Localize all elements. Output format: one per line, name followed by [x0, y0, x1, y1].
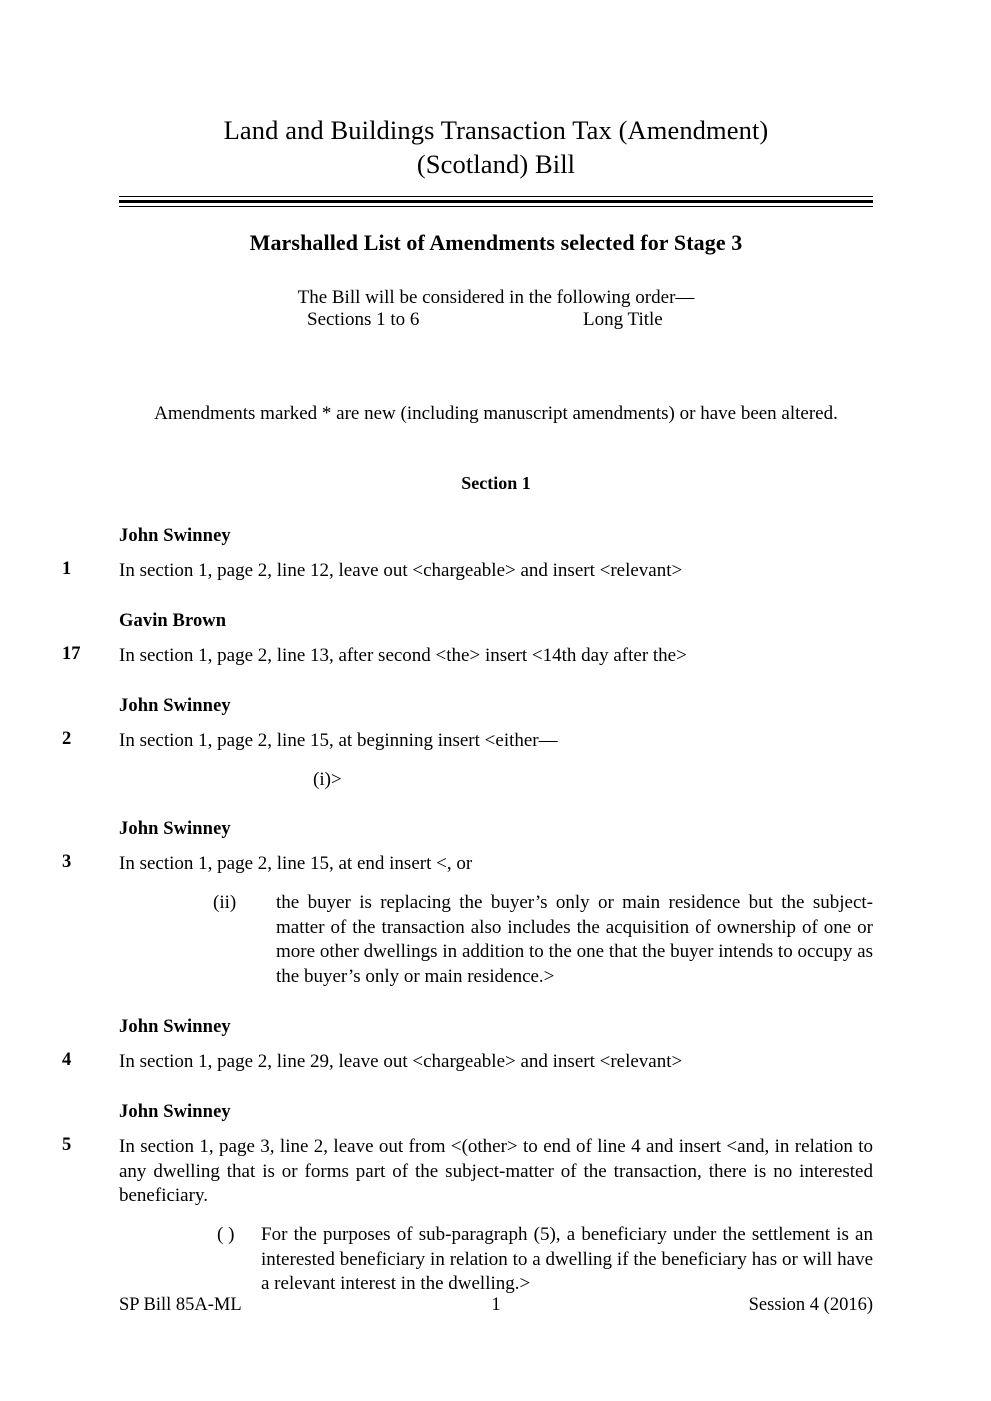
amendment-text: In section 1, page 2, line 15, at beginning insert <either—	[119, 729, 558, 751]
page-title-line-2: (Scotland) Bill	[416, 149, 576, 180]
order-items-row	[119, 309, 873, 360]
divider-line-bottom	[119, 206, 873, 208]
amendment-block	[62, 610, 873, 669]
amendment-subparagraph	[119, 891, 873, 990]
footer-bill-reference: SP Bill 85A-ML	[119, 1295, 242, 1315]
footer-page-number: 1	[491, 1295, 501, 1315]
page-title	[119, 0, 873, 182]
amendment-member-name: John Swinney	[119, 695, 231, 716]
order-note: The Bill will be considered in the following order—	[297, 286, 695, 308]
amendment-member-name: John Swinney	[119, 1101, 231, 1122]
amendment-member-name: John Swinney	[119, 819, 231, 840]
amendment-number: 1	[62, 559, 72, 580]
amendment-body	[62, 1134, 873, 1209]
amendment-text: In section 1, page 3, line 2, leave out from <(other> to end of line 4 and insert <and, in relation to any dwelling that is or forms part of the subject-matter of the transaction, there is no interested beneficiary.	[119, 1135, 873, 1207]
amendment-text: In section 1, page 2, line 12, leave out <chargeable> and insert <relevant>	[119, 560, 683, 582]
header-divider-rule	[119, 196, 873, 208]
amendment-block	[62, 1016, 873, 1075]
amendment-block	[62, 525, 873, 584]
amendment-body	[62, 643, 873, 669]
amendment-number: 3	[62, 852, 72, 873]
amendment-member-name: Gavin Brown	[119, 610, 227, 631]
subparagraph-text: the buyer is replacing the buyer’s only or main residence but the subject-matter of the transaction also includes the acquisition of ownership of one or more other dwellings in addition to the one that the buyer intends to occupy as the buyer’s only or main residence.>	[276, 892, 873, 988]
asterisk-note: Amendments marked * are new (including manuscript amendments) or have been altered.	[154, 402, 838, 424]
footer-session: Session 4 (2016)	[748, 1295, 873, 1315]
amendment-member-name: John Swinney	[119, 525, 231, 546]
order-item-sections: Sections 1 to 6	[307, 308, 420, 330]
amendment-subparagraph	[119, 1223, 873, 1297]
amendment-text: In section 1, page 2, line 29, leave out <chargeable> and insert <relevant>	[119, 1051, 683, 1072]
document-subtitle: Marshalled List of Amendments selected for Stage 3	[249, 229, 743, 255]
page-content-column	[62, 0, 873, 1297]
amendment-subparagraph	[119, 768, 873, 793]
amendment-body	[62, 559, 873, 584]
divider-line-top	[119, 196, 873, 198]
subparagraph-text: For the purposes of sub-paragraph (5), a beneficiary under the settlement is an interested beneficiary in relation to a dwelling if the beneficiary has or will have a relevant interest in the dwelling.>	[261, 1223, 873, 1295]
amendment-number: 17	[62, 643, 81, 664]
amendment-body	[62, 852, 873, 877]
page-title-line-1: Land and Buildings Transaction Tax (Amendment)	[223, 115, 769, 145]
section-heading: Section 1	[461, 472, 531, 493]
amendment-block	[62, 818, 873, 990]
amendment-number: 4	[62, 1050, 72, 1070]
amendment-block	[62, 1101, 873, 1297]
amendment-member-name: John Swinney	[119, 1016, 231, 1037]
page-footer	[119, 1295, 873, 1319]
amendment-body	[62, 1050, 873, 1075]
subparagraph-label: ( )	[217, 1223, 235, 1245]
amendment-text: In section 1, page 2, line 15, at end insert <, or	[119, 853, 473, 875]
amendment-block	[62, 695, 873, 793]
amendment-text: In section 1, page 2, line 13, after second <the> insert <14th day after the>	[119, 644, 687, 666]
amendment-body	[62, 728, 873, 754]
amendments-list	[62, 525, 873, 1297]
subparagraph-label: (i)>	[313, 768, 342, 790]
divider-line-middle	[119, 200, 873, 203]
order-item-long-title: Long Title	[583, 308, 663, 330]
subparagraph-label: (ii)	[213, 892, 237, 914]
amendment-number: 5	[62, 1134, 72, 1155]
amendment-number: 2	[62, 728, 72, 749]
